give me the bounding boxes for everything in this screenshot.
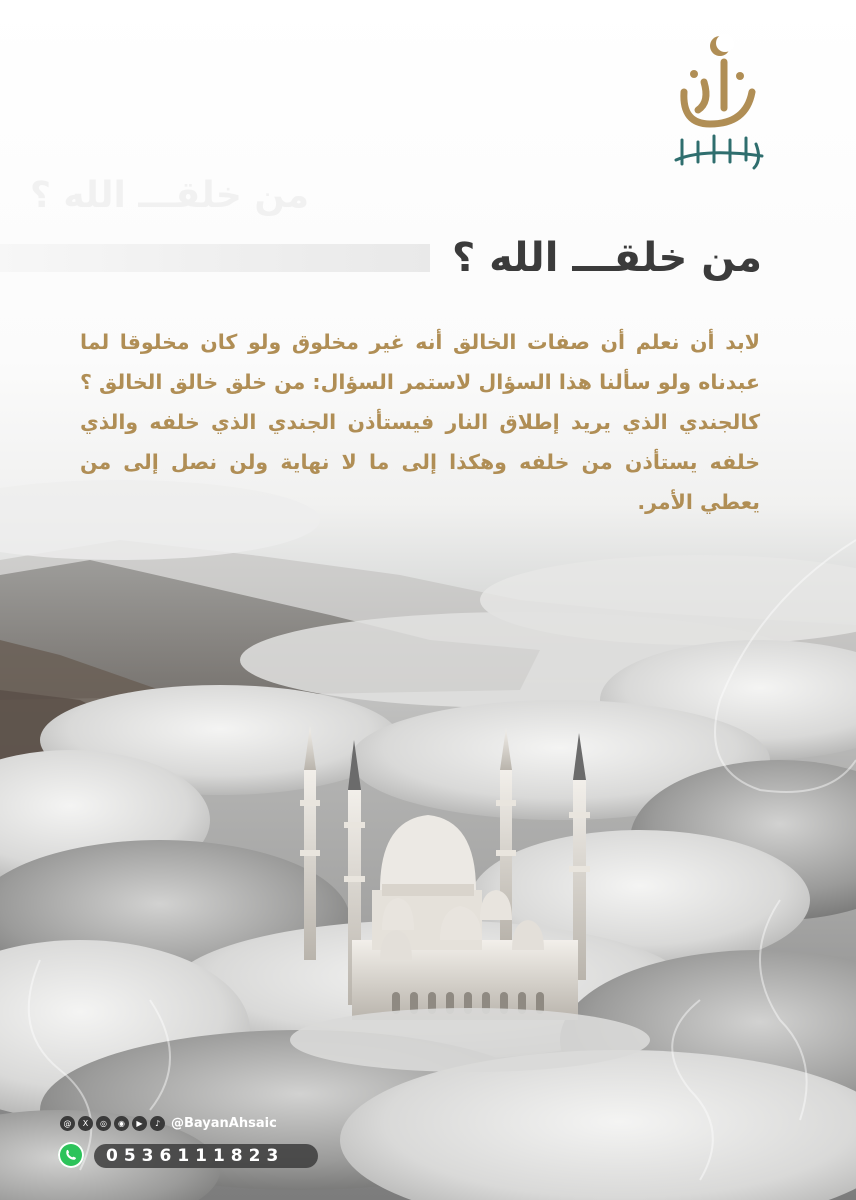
bayan-logo (664, 32, 774, 178)
social-row (60, 1112, 277, 1134)
instagram-icon[interactable]: ◎ (96, 1116, 111, 1131)
social-handle[interactable]: @BayanAhsaic (171, 1115, 277, 1131)
whatsapp-icon[interactable] (58, 1142, 84, 1168)
snapchat-icon[interactable]: ◉ (114, 1116, 129, 1131)
ghost-title: من خلقـــ الله ؟ (30, 175, 310, 216)
youtube-icon[interactable]: ▶ (132, 1116, 147, 1131)
contact-footer (56, 1112, 336, 1176)
phone-row (56, 1142, 320, 1170)
phone-number[interactable]: 0536111823 (106, 1146, 285, 1166)
threads-icon[interactable]: @ (60, 1116, 75, 1131)
page-title: من خلقـــ الله ؟ (451, 235, 762, 281)
tiktok-icon[interactable]: ♪ (150, 1116, 165, 1131)
x-icon[interactable]: X (78, 1116, 93, 1131)
body-paragraph: لابد أن نعلم أن صفات الخالق أنه غير مخلوق ولو كان مخلوقا لما عبدناه ولو سألنا هذا السؤال لاستمر السؤال: من خلق خالق الخالق ؟ كالجندي الذي يريد إطلاق النار فيستأذن الجندي الذي خلفه والذي خلفه يستأذن من خلفه وهكذا إلى ما لا نهاية ولن نصل إلى من يعطي الأمر. (80, 330, 760, 514)
crescent-icon (710, 34, 734, 56)
